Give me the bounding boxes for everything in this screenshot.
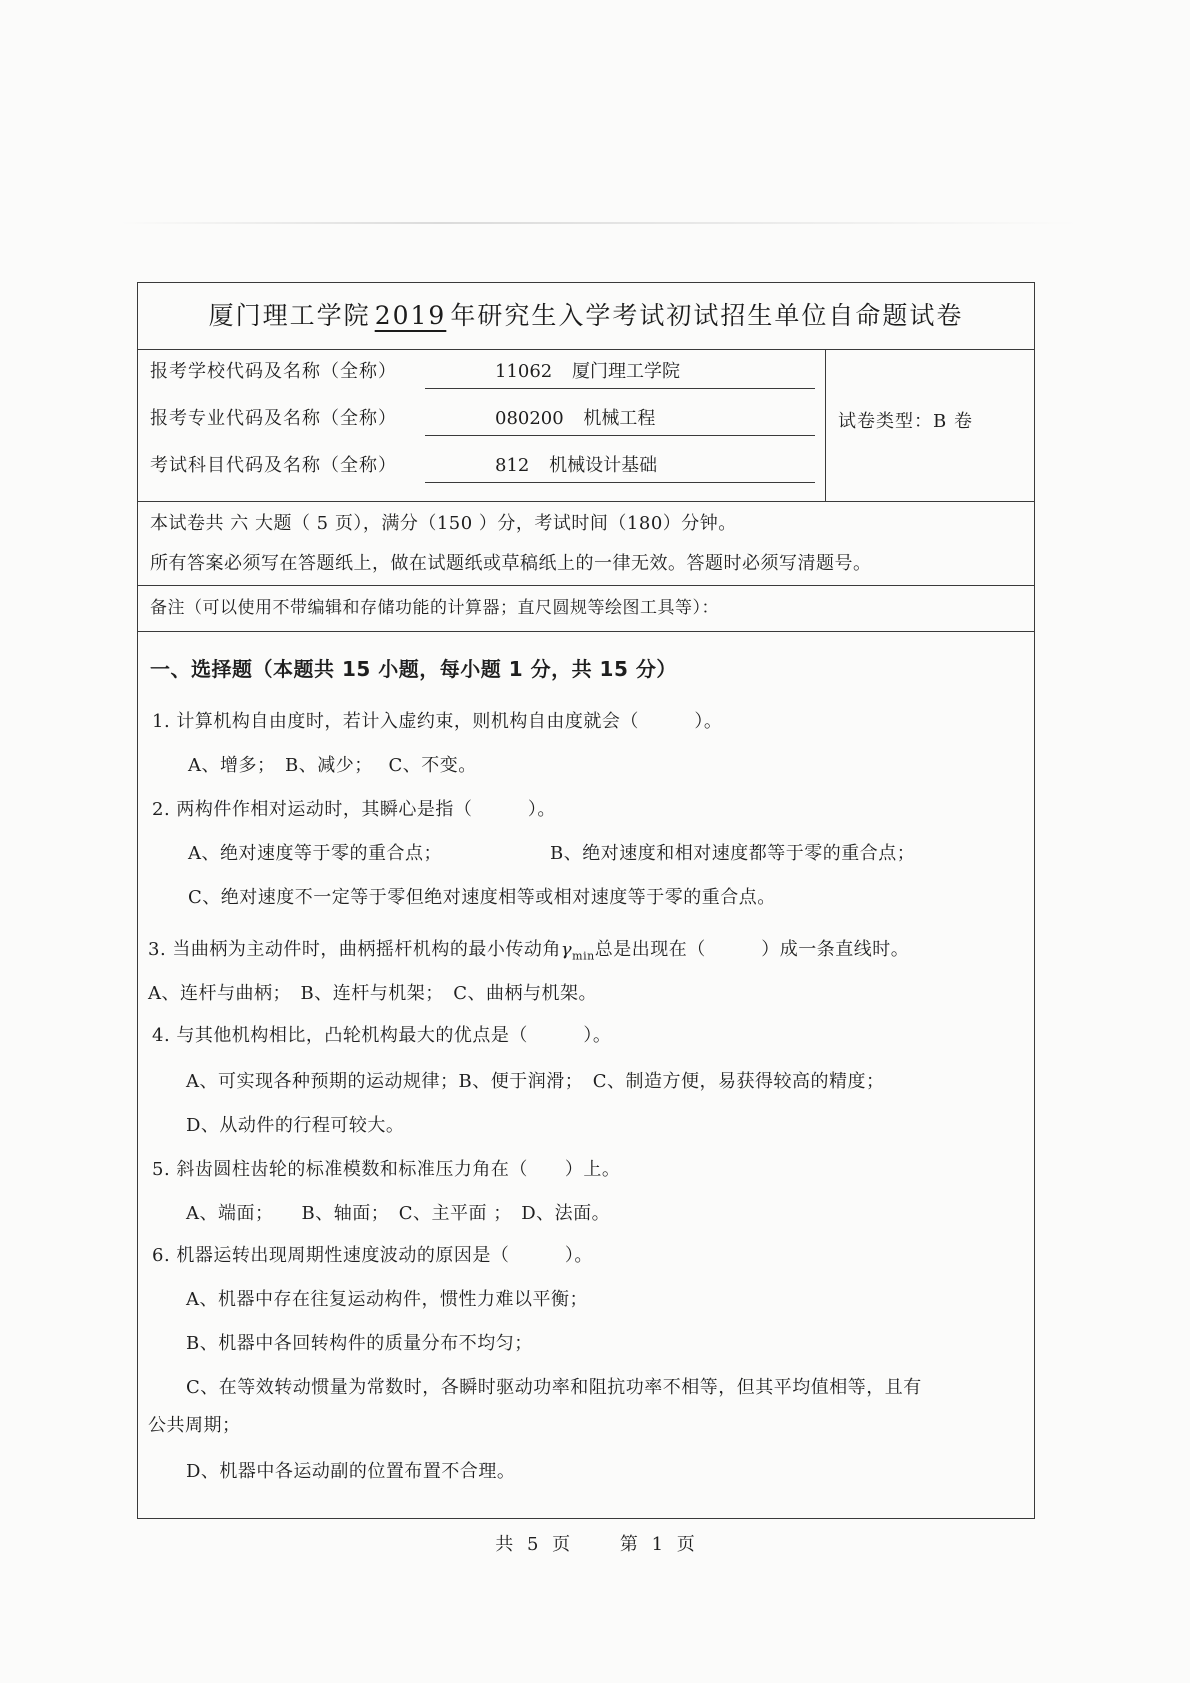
school-label: 报考学校代码及名称（全称）: [150, 361, 397, 382]
exam-sheet: [137, 282, 1035, 1519]
q6-option-c-1: C、在等效转动惯量为常数时，各瞬时驱动功率和阻抗功率不相等，但其平均值相等，且有: [186, 1377, 922, 1398]
q6-stem: 6. 机器运转出现周期性速度波动的原因是（ ）。: [152, 1245, 593, 1266]
title-school: 厦门理工学院: [208, 301, 371, 330]
q3-stem-b: 总是出现在（ ）成一条直线时。: [594, 939, 910, 960]
q2-option-b: B、绝对速度和相对速度都等于零的重合点；: [550, 843, 916, 864]
major-label: 报考专业代码及名称（全称）: [150, 408, 397, 429]
section-1-heading: 一、选择题（本题共 15 小题，每小题 1 分，共 15 分）: [150, 657, 677, 681]
subject-row: [150, 451, 658, 481]
current-page: 第 1 页: [619, 1534, 695, 1555]
title-rest: 年研究生入学考试初试招生单位自命题试卷: [450, 301, 964, 330]
q2-option-c: C、绝对速度不一定等于零但绝对速度相等或相对速度等于零的重合点。: [188, 887, 776, 908]
scan-artifact-line: [120, 222, 1080, 224]
q4-options-1: A、可实现各种预期的运动规律；B、便于润滑； C、制造方便，易获得较高的精度；: [186, 1071, 885, 1092]
info-fields: [138, 349, 826, 501]
q6-option-c-2: 公共周期；: [148, 1415, 241, 1436]
total-pages: 共 5 页: [495, 1534, 571, 1555]
notes-line-1: 本试卷共 六 大题（ 5 页），满分（150 ）分，考试时间（180）分钟。: [150, 513, 737, 534]
q1-stem: 1. 计算机构自由度时，若计入虚约束，则机构自由度就会（ ）。: [152, 711, 723, 732]
page-footer: [0, 1530, 1190, 1556]
subject-value: 812 机械设计基础: [425, 451, 815, 483]
q3-options: A、连杆与曲柄； B、连杆与机架； C、曲柄与机架。: [148, 983, 597, 1004]
gamma-letter: γ: [560, 939, 573, 960]
q2-stem: 2. 两构件作相对运动时，其瞬心是指（ ）。: [152, 799, 556, 820]
notes-line-2: 所有答案必须写在答题纸上，做在试题纸或草稿纸上的一律无效。答题时必须写清题号。: [150, 553, 872, 574]
q5-stem: 5. 斜齿圆柱齿轮的标准模数和标准压力角在（ ）上。: [152, 1159, 621, 1180]
exam-notes: [138, 501, 1034, 586]
school-row: [150, 357, 680, 387]
q6-option-a: A、机器中存在往复运动构件，惯性力难以平衡；: [186, 1289, 588, 1310]
subject-label: 考试科目代码及名称（全称）: [150, 455, 397, 476]
q3-stem: [148, 935, 909, 963]
school-value: 11062 厦门理工学院: [425, 357, 815, 389]
remark-text: 备注（可以使用不带编辑和存储功能的计算器；直尺圆规等绘图工具等）：: [150, 598, 719, 618]
q5-options: A、端面； B、轴面； C、主平面 ； D、法面。: [186, 1203, 611, 1224]
gamma-min-symbol: [560, 939, 595, 963]
q6-option-d: D、机器中各运动副的位置布置不合理。: [186, 1461, 516, 1482]
q4-stem: 4. 与其他机构相比，凸轮机构最大的优点是（ ）。: [152, 1025, 612, 1046]
exam-title: [138, 283, 1034, 350]
exam-remark: [138, 585, 1034, 632]
title-year: 2019: [374, 301, 447, 330]
info-block: [138, 349, 1034, 502]
q2-option-a: A、绝对速度等于零的重合点；: [188, 843, 442, 864]
q4-options-2: D、从动件的行程可较大。: [186, 1115, 405, 1136]
q1-options: A、增多； B、减少； C、不变。: [188, 755, 477, 776]
major-value: 080200 机械工程: [425, 404, 815, 436]
paper-type: 试卷类型：B 卷: [838, 411, 973, 432]
q3-stem-a: 3. 当曲柄为主动件时，曲柄摇杆机构的最小传动角: [148, 939, 561, 960]
major-row: [150, 404, 656, 434]
gamma-subscript: min: [572, 949, 595, 963]
q6-option-b: B、机器中各回转构件的质量分布不均匀；: [186, 1333, 533, 1354]
